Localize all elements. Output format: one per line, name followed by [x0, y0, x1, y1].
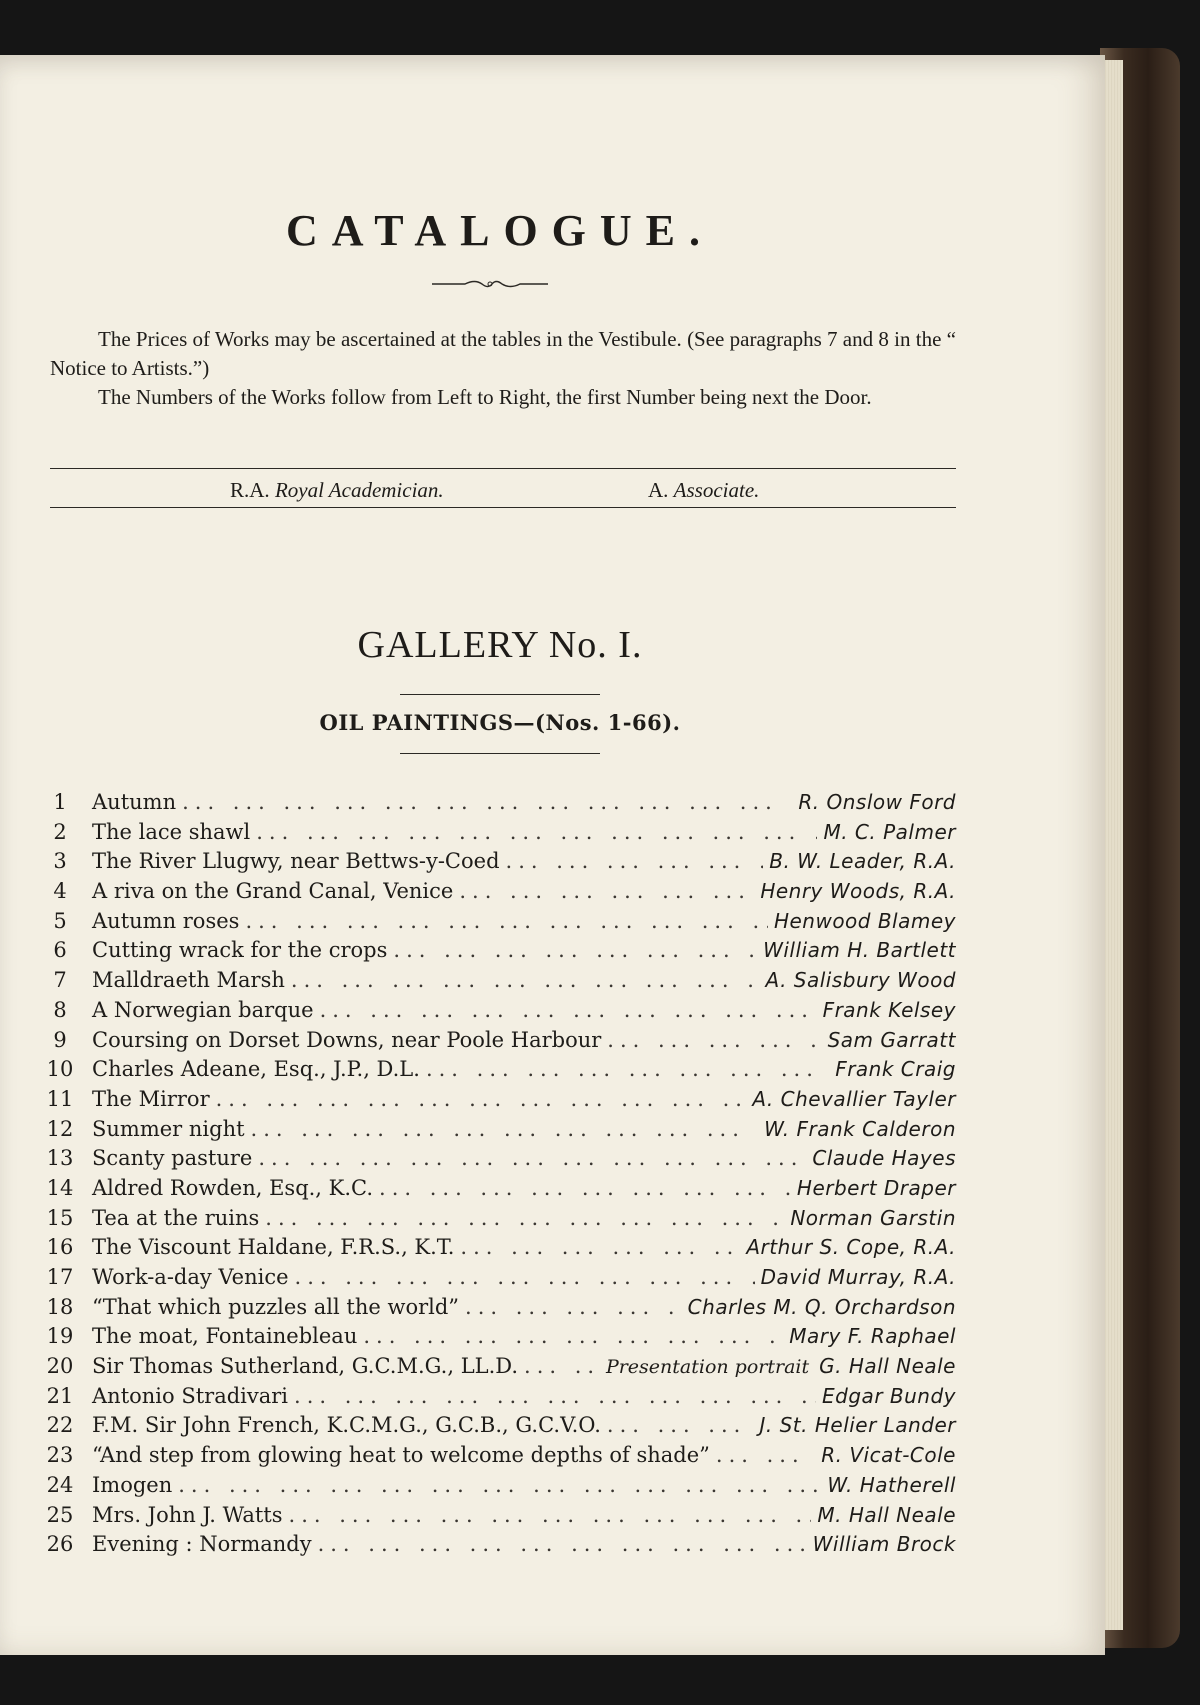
leader-dots: [460, 1233, 740, 1263]
work-artist: W. Frank Calderon: [764, 1116, 956, 1141]
work-title: A Norwegian barque: [92, 997, 314, 1022]
work-number: 7: [53, 968, 67, 993]
work-row: [40, 1115, 956, 1145]
work-number: 18: [46, 1294, 74, 1319]
work-title: Tea at the ruins: [92, 1205, 260, 1230]
work-title: Evening : Normandy: [92, 1532, 312, 1557]
work-artist: M. Hall Neale: [817, 1502, 956, 1527]
work-row: [40, 936, 956, 966]
work-artist: A. Salisbury Wood: [765, 968, 956, 993]
work-artist: Edgar Bundy: [822, 1383, 956, 1408]
abbrev-ra-meaning: Royal Academician.: [274, 478, 444, 502]
work-title: Work-a-day Venice: [92, 1265, 289, 1289]
work-title: Coursing on Dorset Downs, near Poole Harbour: [92, 1027, 602, 1052]
work-artist: R. Onslow Ford: [798, 790, 956, 814]
work-title: Autumn roses: [92, 908, 240, 933]
work-number: 4: [53, 879, 67, 904]
work-artist: Claude Hayes: [812, 1146, 956, 1171]
work-title: The Viscount Haldane, F.R.S., K.T.: [92, 1235, 455, 1260]
leader-dots: [178, 1471, 821, 1501]
work-title: Scanty pasture: [92, 1146, 253, 1171]
work-title: Imogen: [92, 1472, 173, 1497]
works-list: [40, 788, 956, 1560]
work-artist: Henwood Blamey: [773, 908, 956, 933]
work-number: 16: [46, 1235, 74, 1260]
intro-text: [50, 325, 956, 412]
work-artist: Arthur S. Cope, R.A.: [746, 1235, 956, 1260]
work-note: Presentation portrait: [605, 1356, 810, 1379]
leader-dots: [607, 1411, 754, 1441]
work-row: [40, 818, 956, 848]
work-row: [40, 877, 956, 907]
ornament-divider: [430, 277, 550, 291]
work-title: The moat, Fontainebleau: [92, 1324, 358, 1349]
work-title: “And step from glowing heat to welcome depths of shade”: [92, 1443, 710, 1468]
work-number: 12: [46, 1116, 74, 1141]
work-artist: William H. Bartlett: [763, 938, 956, 963]
work-artist: Charles M. Q. Orchardson: [687, 1294, 956, 1319]
work-row: [40, 1471, 956, 1501]
leader-dots: [379, 1174, 791, 1204]
work-artist: Sam Garratt: [827, 1027, 956, 1052]
work-artist: Frank Craig: [835, 1057, 956, 1082]
abbrev-ra-code: R.A.: [230, 478, 270, 502]
work-row: [40, 1144, 956, 1174]
intro-paragraph-prices: The Prices of Works may be ascertained at the tables in the Vestibule. (See paragraphs 7 and 8 in the “ Notice to Artists.”): [50, 327, 956, 380]
leader-dots: [251, 1115, 759, 1145]
work-row: [40, 1204, 956, 1234]
work-title: A riva on the Grand Canal, Venice: [92, 879, 454, 904]
leader-dots: [256, 818, 817, 848]
work-title: Charles Adeane, Esq., J.P., D.L.: [92, 1057, 420, 1082]
leader-dots: [245, 907, 768, 937]
leader-dots: [506, 847, 764, 877]
work-artist: David Murray, R.A.: [760, 1265, 956, 1289]
work-title: Autumn: [92, 790, 177, 814]
leader-dots: [258, 1144, 806, 1174]
work-number: 17: [46, 1265, 74, 1289]
abbrev-ra: [230, 478, 444, 503]
work-artist: M. C. Palmer: [823, 819, 956, 844]
work-title: Antonio Stradivari: [92, 1383, 289, 1408]
leader-dots: [289, 1501, 812, 1531]
work-row: [40, 1026, 956, 1056]
work-row: [40, 1501, 956, 1531]
work-title: Cutting wrack for the crops: [92, 938, 388, 963]
work-number: 9: [53, 1027, 67, 1052]
work-number: 1: [53, 790, 67, 814]
work-artist: W. Hatherell: [827, 1472, 956, 1497]
work-row: [40, 1382, 956, 1412]
leader-dots: [716, 1441, 815, 1471]
work-row: [40, 996, 956, 1026]
work-title: The Mirror: [92, 1086, 210, 1111]
work-artist: G. Hall Neale: [819, 1354, 956, 1379]
work-row: [40, 907, 956, 937]
work-title: Summer night: [92, 1116, 245, 1141]
work-row: [40, 1233, 956, 1263]
work-number: 19: [46, 1324, 74, 1349]
work-row: [40, 1411, 956, 1441]
leader-dots: [320, 996, 817, 1026]
leader-dots: [607, 1026, 821, 1056]
work-row: [40, 1174, 956, 1204]
section-underline: [400, 753, 600, 754]
work-title: Aldred Rowden, Esq., K.C.: [92, 1175, 374, 1200]
work-number: 23: [46, 1443, 74, 1468]
work-row: [40, 1530, 956, 1560]
work-artist: Henry Woods, R.A.: [760, 879, 956, 904]
work-row: [40, 1322, 956, 1352]
work-title: F.M. Sir John French, K.C.M.G., G.C.B., G.C.V.O.: [92, 1413, 601, 1438]
work-number: 3: [53, 849, 67, 874]
work-number: 26: [46, 1532, 74, 1557]
work-row: [40, 1263, 956, 1293]
catalogue-page: [0, 55, 1105, 1655]
work-title: Sir Thomas Sutherland, G.C.M.G., LL.D.: [92, 1354, 519, 1379]
abbrev-a: [648, 478, 759, 503]
leader-dots: [265, 1204, 784, 1234]
work-title: The River Llugwy, near Bettws-y-Coed: [92, 849, 500, 874]
work-artist: Herbert Draper: [796, 1175, 956, 1200]
work-artist: A. Chevallier Tayler: [752, 1086, 956, 1111]
work-row: [40, 1055, 956, 1085]
work-artist: Mary F. Raphael: [789, 1324, 956, 1349]
leader-dots: [426, 1055, 829, 1085]
page-title: CATALOGUE.: [285, 206, 715, 255]
work-number: 24: [46, 1472, 74, 1497]
work-row: [40, 1293, 956, 1323]
intro-paragraph-numbers: The Numbers of the Works follow from Left to Right, the first Number being next the Door.: [98, 385, 872, 409]
gallery-underline: [400, 694, 600, 695]
work-number: 20: [46, 1354, 74, 1379]
work-artist: J. St. Helier Lander: [759, 1413, 956, 1438]
work-number: 21: [46, 1383, 74, 1408]
work-artist: Norman Garstin: [790, 1205, 956, 1230]
work-row: [40, 788, 956, 818]
section-heading: OIL PAINTINGS—(Nos. 1-66).: [319, 710, 681, 735]
work-title: “That which puzzles all the world”: [92, 1294, 460, 1319]
work-number: 11: [46, 1086, 74, 1111]
leader-dots: [524, 1352, 600, 1382]
work-number: 8: [53, 997, 67, 1022]
work-number: 22: [46, 1413, 74, 1438]
work-title: The lace shawl: [92, 819, 251, 844]
abbrev-a-meaning: Associate.: [673, 478, 760, 502]
work-number: 6: [53, 938, 67, 963]
leader-dots: [294, 1382, 816, 1412]
leader-dots: [459, 877, 754, 907]
work-artist: Frank Kelsey: [822, 997, 956, 1022]
leader-dots: [216, 1085, 747, 1115]
work-number: 2: [53, 819, 67, 844]
leader-dots: [393, 936, 757, 966]
leader-dots: [291, 966, 760, 996]
work-artist: R. Vicat-Cole: [821, 1443, 956, 1468]
leader-dots: [363, 1322, 783, 1352]
work-number: 13: [46, 1146, 74, 1171]
work-row: [40, 1441, 956, 1471]
leader-dots: [318, 1530, 807, 1560]
work-artist: William Brock: [812, 1532, 956, 1557]
work-artist: B. W. Leader, R.A.: [769, 849, 956, 874]
work-row: [40, 966, 956, 996]
work-row: [40, 1085, 956, 1115]
rule-bottom: [50, 507, 956, 508]
work-row: [40, 847, 956, 877]
work-number: 14: [46, 1175, 74, 1200]
leader-dots: [295, 1263, 755, 1293]
abbrev-a-code: A.: [648, 478, 669, 502]
work-number: 15: [46, 1205, 74, 1230]
work-number: 5: [53, 908, 67, 933]
work-title: Mrs. John J. Watts: [92, 1502, 283, 1527]
leader-dots: [465, 1293, 682, 1323]
leader-dots: [182, 788, 792, 818]
work-number: 25: [46, 1502, 74, 1527]
work-row: [40, 1352, 956, 1382]
abbreviations-key: [50, 468, 956, 508]
work-title: Malldraeth Marsh: [92, 968, 285, 993]
work-number: 10: [46, 1057, 74, 1082]
gallery-heading: GALLERY No. I.: [357, 624, 643, 666]
